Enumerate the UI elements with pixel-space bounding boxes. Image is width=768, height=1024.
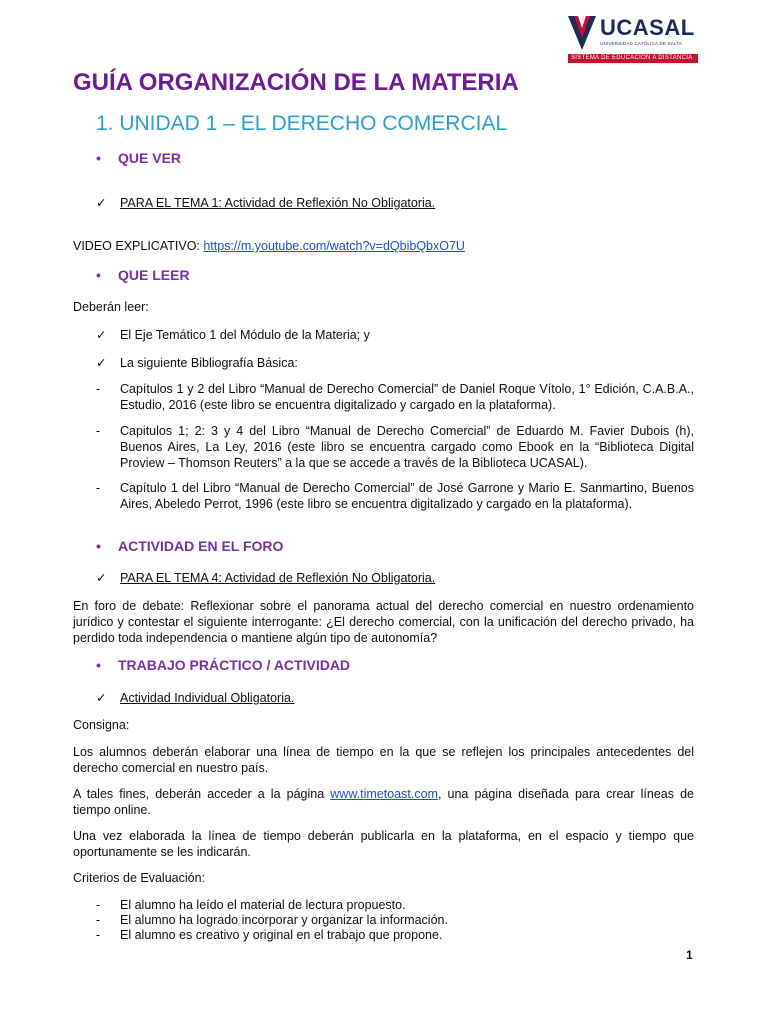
bibliography-2: Capitulos 1; 2: 3 y 4 del Libro “Manual de Derecho Comercial” de Eduardo M. Favier Dubois (h), Buenos Aires, La Ley, 2016 (este libro se encuentra cargado como Ebook en la “Biblioteca Digital Proview – Thomson Reuters” a la que se accede a través de la Biblioteca UCASAL). bbox=[120, 424, 694, 470]
section-trabajo-practico bbox=[96, 657, 350, 673]
checkmark-icon: ✓ bbox=[96, 196, 107, 210]
logo-brand: UCASAL bbox=[600, 15, 695, 40]
checkmark-icon: ✓ bbox=[96, 328, 107, 342]
section-label: ACTIVIDAD EN EL FORO bbox=[118, 538, 284, 554]
tp-p2-end: , una página diseñada para crear líneas de tiempo online. bbox=[73, 787, 694, 817]
consigna-label: Consigna: bbox=[73, 718, 130, 732]
leer-intro: Deberán leer: bbox=[73, 300, 149, 314]
criterio-1: El alumno ha leído el material de lectura propuesto. bbox=[120, 898, 406, 912]
unit-heading: 1. UNIDAD 1 – EL DERECHO COMERCIAL bbox=[96, 112, 508, 135]
bibliography-3: Capítulo 1 del Libro “Manual de Derecho Comercial” de José Garrone y Mario E. Sanmartino, Buenos Aires, Abeledo Perrot, 1996 (este libro se encuentra digitalizado y cargado en la plataforma). bbox=[120, 481, 694, 511]
section-label: QUE VER bbox=[118, 150, 182, 166]
criterios-label: Criterios de Evaluación: bbox=[73, 871, 206, 885]
leer-item-2: La siguiente Bibliografía Básica: bbox=[120, 356, 298, 370]
ucasal-v-mark-icon bbox=[568, 16, 596, 50]
dash-icon: - bbox=[96, 424, 101, 438]
logo-bar bbox=[568, 54, 698, 63]
criterio-3: El alumno es creativo y original en el trabajo que propone. bbox=[120, 928, 443, 942]
dash-icon: - bbox=[96, 928, 101, 942]
tema-4-text: PARA EL TEMA 4: Actividad de Reflexión No Obligatoria. bbox=[120, 571, 436, 585]
video-line bbox=[73, 238, 465, 254]
bullet-icon: • bbox=[96, 267, 101, 283]
page-title: GUÍA ORGANIZACIÓN DE LA MATERIA bbox=[73, 69, 519, 96]
dash-icon: - bbox=[96, 481, 101, 495]
dash-icon: - bbox=[96, 382, 101, 396]
checkmark-icon: ✓ bbox=[96, 691, 107, 705]
tema-1-text: PARA EL TEMA 1: Actividad de Reflexión No Obligatoria. bbox=[120, 196, 436, 210]
bibliography-1: Capítulos 1 y 2 del Libro “Manual de Derecho Comercial” de Daniel Roque Vítolo, 1° Edición, C.A.B.A., Estudio, 2016 (este libro se encuentra digitalizado y cargado en la plataforma). bbox=[120, 382, 694, 412]
dash-icon: - bbox=[96, 913, 101, 927]
section-que-ver bbox=[96, 150, 181, 166]
list-item bbox=[96, 355, 298, 371]
logo-bar-text: SISTEMA DE EDUCACIÓN A DISTANCIA bbox=[571, 55, 693, 61]
tp-paragraph-3: Una vez elaborada la línea de tiempo deberán publicarla en la plataforma, en el espacio y tiempo que oportunamente se les indicarán. bbox=[73, 829, 694, 859]
video-link[interactable]: https://m.youtube.com/watch?v=dQbibQbxO7U bbox=[203, 239, 465, 253]
section-que-leer bbox=[96, 267, 190, 283]
section-label: TRABAJO PRÁCTICO / ACTIVIDAD bbox=[118, 657, 351, 673]
leer-item-1: El Eje Temático 1 del Módulo de la Materia; y bbox=[120, 328, 370, 342]
section-label: QUE LEER bbox=[118, 267, 190, 283]
list-item bbox=[96, 570, 435, 586]
list-item bbox=[96, 690, 294, 706]
checkmark-icon: ✓ bbox=[96, 571, 107, 585]
ucasal-logo bbox=[568, 14, 698, 64]
page-number: 1 bbox=[686, 948, 693, 962]
section-foro bbox=[96, 538, 283, 554]
foro-text: En foro de debate: Reflexionar sobre el panorama actual del derecho comercial en nuestro ordenamiento jurídico y contestar el siguiente interrogante: ¿El derecho comercial, con la unificación del derecho privado, ha perdido toda independencia o mantiene algún tipo de autonomía? bbox=[73, 599, 694, 645]
tp-p2-start: A tales fines, deberán acceder a la página bbox=[73, 787, 331, 801]
video-label: VIDEO EXPLICATIVO: bbox=[73, 239, 204, 253]
checkmark-icon: ✓ bbox=[96, 356, 107, 370]
list-item bbox=[96, 897, 406, 913]
list-item bbox=[96, 927, 442, 943]
tp-paragraph-1: Los alumnos deberán elaborar una línea de tiempo en la que se reflejen los principales antecedentes del derecho comercial en nuestro país. bbox=[73, 745, 694, 775]
list-item bbox=[96, 327, 370, 343]
list-item bbox=[96, 912, 448, 928]
dash-icon: - bbox=[96, 898, 101, 912]
logo-subtitle: UNIVERSIDAD CATÓLICA DE SALTA bbox=[600, 41, 683, 46]
tp-item: Actividad Individual Obligatoria. bbox=[120, 691, 295, 705]
tp-paragraph-2 bbox=[73, 786, 694, 818]
list-item bbox=[96, 195, 435, 211]
criterio-2: El alumno ha logrado incorporar y organizar la información. bbox=[120, 913, 448, 927]
bullet-icon: • bbox=[96, 150, 101, 166]
bullet-icon: • bbox=[96, 657, 101, 673]
bullet-icon: • bbox=[96, 538, 101, 554]
timetoast-link[interactable]: www.timetoast.com bbox=[330, 787, 438, 801]
